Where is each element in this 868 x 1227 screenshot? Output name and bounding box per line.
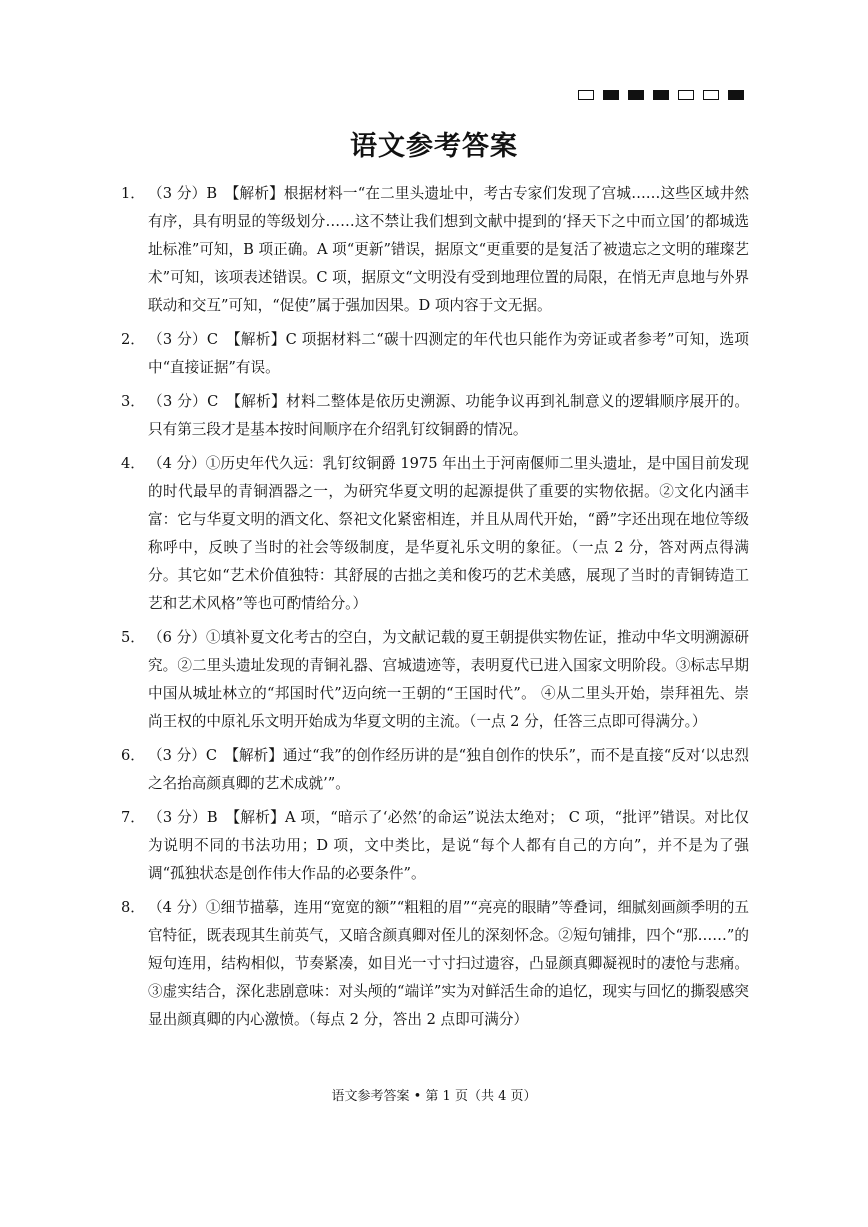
answer-item bbox=[121, 388, 749, 444]
answer-number: 3． bbox=[121, 393, 145, 410]
page-title: 语文参考答案 bbox=[350, 131, 518, 162]
code-box bbox=[628, 90, 644, 100]
answer-item bbox=[121, 624, 749, 736]
exam-code-boxes bbox=[578, 90, 744, 100]
code-box bbox=[728, 90, 744, 100]
answer-item bbox=[121, 742, 749, 798]
answer-number: 6． bbox=[121, 747, 145, 764]
answer-text: （4 分）①历史年代久远：乳钉纹铜爵 1975 年出土于河南偃师二里头遗址，是中国目前发现的时代最早的青铜酒器之一，为研究华夏文明的起源提供了重要的实物依据。②文化内涵丰富：它与华夏文明的酒文化、祭祀文化紧密相连，并且从周代开始，“爵”字还出现在地位等级称呼中，反映了当时的社会等级制度，是华夏礼乐文明的象征。（一点 2 分，答对两点得满分。其它如“艺术价值独特：其舒展的古拙之美和俊巧的艺术美感，展现了当时的青铜铸造工艺和艺术风格”等也可酌情给分。） bbox=[148, 455, 749, 612]
answer-text: （4 分）①细节描摹，连用“宽宽的额”“粗粗的眉”“亮亮的眼睛”等叠词，细腻刻画颜季明的五官特征，既表现其生前英气，又暗含颜真卿对侄儿的深刻怀念。②短句铺排，四个“那……”的短句连用，结构相似，节奏紧凑，如目光一寸寸扫过遗容，凸显颜真卿凝视时的凄怆与悲痛。③虚实结合，深化悲剧意味：对头颅的“端详”实为对鲜活生命的追忆，现实与回忆的撕裂感突显出颜真卿的内心激愤。（每点 2 分，答出 2 点即可满分） bbox=[148, 899, 749, 1028]
code-box bbox=[653, 90, 669, 100]
answer-item bbox=[121, 180, 749, 320]
answer-list bbox=[121, 180, 749, 1040]
answer-number: 7． bbox=[121, 809, 145, 826]
answer-item bbox=[121, 804, 749, 888]
code-box bbox=[678, 90, 694, 100]
answer-text: （3 分）C 【解析】材料二整体是依历史溯源、功能争议再到礼制意义的逻辑顺序展开的。只有第三段才是基本按时间顺序在介绍乳钉纹铜爵的情况。 bbox=[148, 393, 749, 438]
code-box bbox=[703, 90, 719, 100]
answer-number: 2． bbox=[121, 331, 145, 348]
answer-text: （3 分）B 【解析】A 项，“暗示了‘必然’的命运”说法太绝对； C 项，“批评”错误。对比仅为说明不同的书法功用；D 项，文中类比，是说“每个人都有自己的方向”，并不是为了强调“孤独状态是创作伟大作品的必要条件”。 bbox=[148, 809, 749, 882]
answer-item bbox=[121, 326, 749, 382]
answer-item bbox=[121, 894, 749, 1034]
answer-text: （3 分）B 【解析】根据材料一“在二里头遗址中，考古专家们发现了宫城……这些区域井然有序，具有明显的等级划分……这不禁让我们想到文献中提到的‘择天下之中而立国’的都城选址标准”可知，B 项正确。A 项“更新”错误，据原文“更重要的是复活了被遗忘之文明的璀璨艺术”可知，该项表述错误。C 项，据原文“文明没有受到地理位置的局限，在悄无声息地与外界联动和交互”可知，“促使”属于强加因果。D 项内容于文无据。 bbox=[148, 185, 749, 314]
answer-text: （3 分）C 【解析】通过“我”的创作经历讲的是“独自创作的快乐”，而不是直接“反对‘以忠烈之名抬高颜真卿的艺术成就’”。 bbox=[148, 747, 749, 792]
answer-text: （6 分）①填补夏文化考古的空白，为文献记载的夏王朝提供实物佐证，推动中华文明溯源研究。②二里头遗址发现的青铜礼器、宫城遗迹等，表明夏代已进入国家文明阶段。③标志早期中国从城址林立的“邦国时代”迈向统一王朝的“王国时代”。 ④从二里头开始，崇拜祖先、崇尚王权的中原礼乐文明开始成为华夏文明的主流。（一点 2 分，任答三点即可得满分。） bbox=[148, 629, 749, 730]
answer-number: 5． bbox=[121, 629, 145, 646]
answer-text: （3 分）C 【解析】C 项据材料二“碳十四测定的年代也只能作为旁证或者参考”可知，选项中“直接证据”有误。 bbox=[148, 331, 749, 376]
page-footer: 语文参考答案 • 第 1 页（共 4 页） bbox=[331, 1089, 537, 1104]
answer-number: 1． bbox=[121, 185, 145, 202]
answer-number: 4． bbox=[121, 455, 145, 472]
answer-item bbox=[121, 450, 749, 618]
code-box bbox=[578, 90, 594, 100]
code-box bbox=[603, 90, 619, 100]
answer-number: 8． bbox=[121, 899, 145, 916]
